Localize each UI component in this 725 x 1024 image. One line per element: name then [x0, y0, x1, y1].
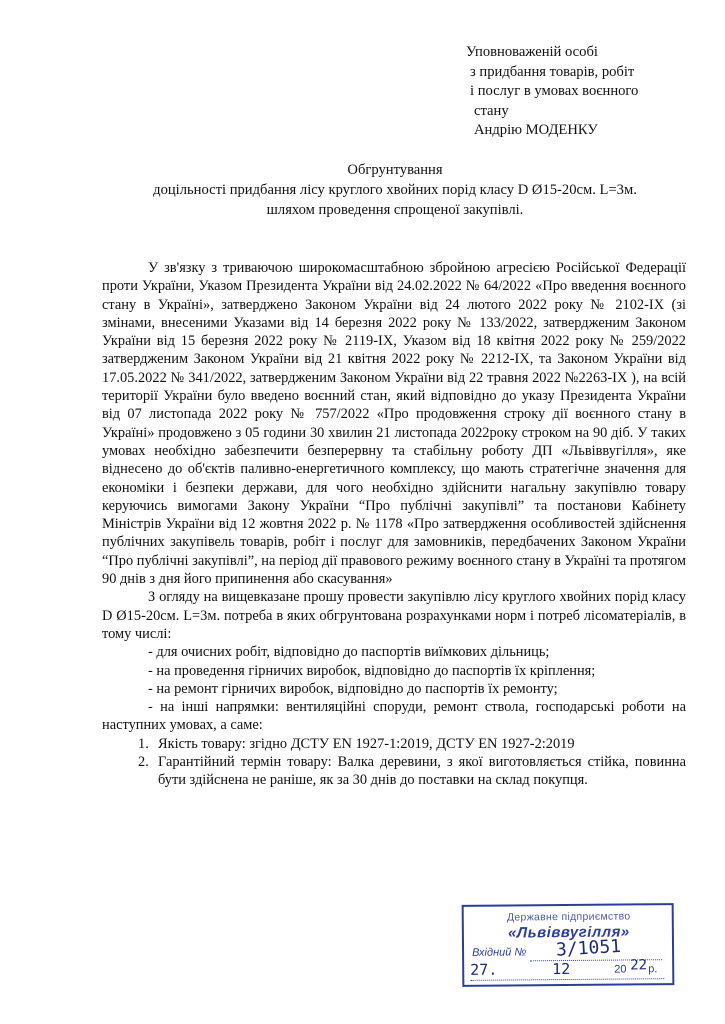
addressee-name: Андрію МОДЕНКУ — [474, 122, 598, 138]
condition-text: Гарантійний термін товару: Валка деревини, з якої виготовляється стійка, повинна бути здійснена не раніше, як за 30 днів до поставки на склад покупця. — [158, 754, 686, 789]
purpose-list — [102, 643, 686, 734]
stamp-org-name: «Львіввугілля» — [507, 923, 630, 942]
stamp-org-line: Державне підприємство — [506, 910, 631, 924]
addressee-line-4: стану — [474, 102, 509, 119]
title-line-2: доцільності придбання лісу круглого хвойних порід класу D Ø15-20см. L=3м. — [153, 182, 637, 198]
title-line-3: шляхом проведення спрощеної закупівлі. — [266, 202, 524, 218]
addressee-block — [466, 43, 638, 141]
stamp-day: 27. — [470, 960, 498, 979]
stamp-incoming-label: Вхідний № — [472, 946, 527, 959]
stamp-date-line — [470, 978, 664, 981]
condition-text: Якість товару: згідно ДСТУ EN 1927-1:2019, ДСТУ EN 1927-2:2019 — [158, 735, 575, 752]
purpose-item: - на ремонт гірничих виробок, відповідно до паспортів їх ремонту; — [148, 680, 558, 697]
stamp-year-suffix: 22 — [630, 957, 648, 974]
stamp-incoming-number: 3/1051 — [555, 935, 622, 961]
conditions-list — [102, 735, 686, 790]
purpose-item: - для очисних робіт, відповідно до паспортів виїмкових дільниць; — [148, 644, 550, 661]
addressee-line-3: і послуг в умовах воєнного — [470, 83, 639, 99]
stamp-year-mark: р. — [648, 963, 658, 976]
paragraph-1: У зв'язку з триваючою широкомасштабною збройною агресією Російської Федерації проти України, Указом Президента України від 24.02.2022 № 64/2022 «Про введення воєнного стану в Україні», затверджено Законом України від 24 лютого 2022 року № 2102-IX (зі змінами, внесеними Указами від 14 березня 2022 року № 133/2022, затвердженим Законом України від 15 березня 2022 року № 2119-IX, Указом від 18 квітня 2022 року № 259/2022 затвердженим Законом України від 21 квітня 2022 року № 2212-IX, та Законом України від 17.05.2022 № 341/2022, затвердженим Законом України від 22 травня 2022 №2263-IX ), на всій території України було введено воєнний стан, який відповідно до указу Президента України від 07 листопада 2022 року № 757/2022 «Про продовження строку дії воєнного стану в Україні» продовжено з 05 години 30 хвилин 21 листопада 2022року строком на 90 діб. У таких умовах необхідно забезпечити безперервну та стабільну роботу ДП «Львіввугілля», яке віднесено до об'єктів паливно-енергетичного комплексу, що мають стратегічне значення для економіки і безпеки держави, для чого необхідно здійснити нагальну закупівлю товару керуючись вимогами Закону України “Про публічні закупівлі” та постанови Кабінету Міністрів України від 12 жовтня 2022 р. № 1178 «Про затвердження особливостей здійснення публічних закупівель товарів, робіт і послуг для замовників, передбачених Законом України “Про публічні закупівлі”, на період дії правового режиму воєнного стану в Україні та протягом 90 днів з дня його припинення або скасування» — [102, 260, 686, 588]
addressee-line-1: Уповноваженій особі — [466, 44, 598, 60]
paragraph-2: З огляду на вищевказане прошу провести закупівлю лісу круглого хвойних порід класу D Ø15-20см. L=3м. потреба в яких обгрунтована розрахунками норм і потреб лісоматеріалів, в тому числі: — [102, 589, 686, 642]
title-line-1: Обгрунтування — [347, 162, 443, 178]
condition-item — [102, 753, 686, 790]
condition-number: 1. — [138, 735, 149, 752]
document-body — [102, 259, 686, 790]
condition-item — [102, 735, 686, 753]
document-title — [100, 160, 690, 220]
incoming-registration-stamp — [462, 903, 675, 987]
purpose-item: - на інші напрямки: вентиляційні споруди, ремонт ствола, господарські роботи на наступних умовах, а саме: — [102, 699, 686, 734]
condition-number: 2. — [138, 754, 149, 771]
stamp-month: 12 — [552, 959, 571, 979]
stamp-year-prefix: 20 — [614, 963, 627, 976]
purpose-item: - на проведення гірничих виробок, відповідно до паспортів їх кріплення; — [148, 662, 596, 679]
addressee-line-2: з придбання товарів, робіт — [470, 63, 635, 80]
